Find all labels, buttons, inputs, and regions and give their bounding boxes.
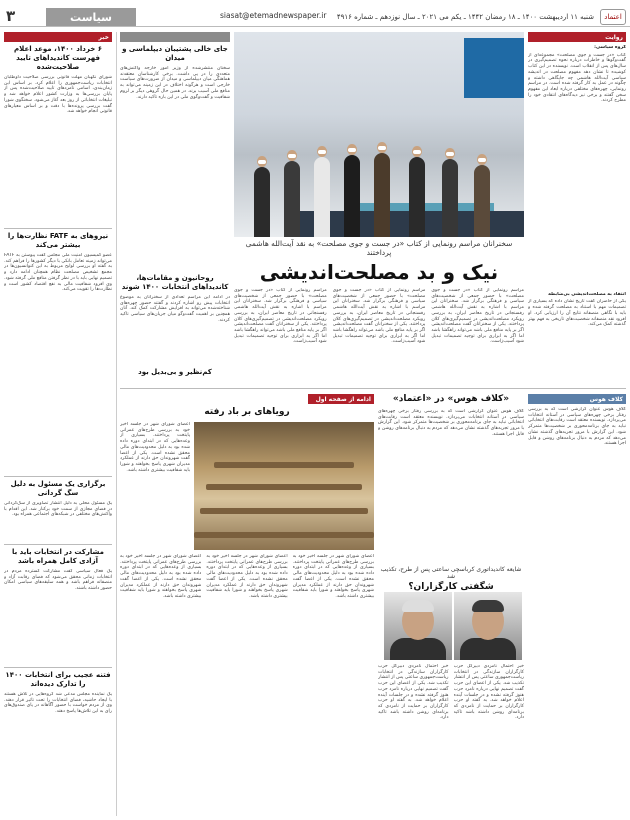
story-a-headline: «کلاف هوس» در «اعتماد» [392, 394, 510, 404]
column-story-kicker [120, 32, 230, 42]
left-story3-body: یک مسئول محلی به دلیل انتشار تصاویری از سگ‌گردانی در فضای مجازی از سمت خود برکنار شد. این اقدام با واکنش‌های مختلفی در شبکه‌های اجتماعی همراه بود. [4, 501, 112, 518]
right-body2: یکی از حاضران گفت تاریخ نشان داده که بسیاری از تصمیمات مهم با استناد به مصلحت گرفته شده و باید با نگاهی منصفانه نتایج آن را ارزیابی کرد. او افزود نقد منصفانه شخصیت‌های تاریخی به فهم بهتر گذشته کمک می‌کند. [528, 299, 626, 328]
left-story2-headline: نیروهای به FATF نظارت‌ها را بیشتر می‌کند [7, 232, 109, 249]
column-divider-left [116, 32, 117, 816]
main-subtitle: سخنرانان مراسم رونمایی از کتاب «در جست و جوی مصلحت» به نقد آیت‌الله هاشمی پرداختند [245, 239, 513, 257]
side-body: در ادامه این مراسم تعدادی از سخنرانان به موضوع انتخابات پیش رو اشاره کردند و گفتند حضور چهره‌های شناخته‌شده می‌تواند به افزایش مشارکت کمک کند. آنان همچنین بر اهمیت گفت‌وگو میان جریان‌های سیاسی تاکید کردند. [120, 295, 230, 323]
story-b-side [120, 422, 190, 550]
newspaper-logo: اعتماد [600, 9, 626, 25]
council-photo [194, 422, 374, 550]
story-c-body-col2: خبر احتمال نامزدی دبیرکل حزب کارگزاران سازندگی در انتخابات ریاست‌جمهوری ساعتی پس از انتشار تکذیب شد. یکی از اعضای این حزب گفت تصمیم نهایی درباره نامزد حزب هنوز گرفته نشده و در جلسات آینده اعلام خواهد شد. به گفته او حزب کارگزاران بر حمایت از نامزدی که برنامه‌ای روشن داشته باشد تاکید دارد. [378, 664, 449, 721]
left-story1-headline: ۶ خرداد ۱۴۰۰، موعد اعلام فهرست کاندیداهای تایید صلاحیت‌شده [14, 45, 102, 71]
story-c-headline: شگفتی کارگزاران؟ [408, 582, 494, 592]
ceremony-photo [234, 32, 524, 237]
left-story2-body: عضو کمیسیون امنیت ملی مجلس گفت پیوستن به FATF می‌تواند زمینه تعامل بانکی با دیگر کشورها را فراهم کند. به گفته او بررسی لوایح مربوط به این کنوانسیون‌ها در مجمع تشخیص مصلحت نظام همچنان ادامه دارد و تصمیم نهایی باید با در نظر گرفتن منافع ملی گرفته شود. وی افزود شفافیت مالی به نفع اقتصاد کشور است و نظارت‌ها را تقویت می‌کند. [4, 253, 112, 293]
main-body-col3: مراسم رونمایی از کتاب «در جست و جوی مصلحت» با حضور جمعی از شخصیت‌های سیاسی و فرهنگی برگزار شد. سخنرانان این مراسم با اشاره به نقش آیت‌الله هاشمی رفسنجانی در تاریخ معاصر ایران، به بررسی رویکرد مصلحت‌اندیشی در تصمیم‌گیری‌های کلان پرداختند. یکی از سخنرانان گفت مصلحت‌اندیشی اگر بر پایه منافع ملی باشد می‌تواند راهگشا باشد اما اگر به ابزاری برای توجیه تصمیمات تبدیل شود آسیب‌زاست. [233, 288, 327, 345]
main-body-col1: مراسم رونمایی از کتاب «در جست و جوی مصلحت» با حضور جمعی از شخصیت‌های سیاسی و فرهنگی برگزار شد. سخنرانان این مراسم با اشاره به نقش آیت‌الله هاشمی رفسنجانی در تاریخ معاصر ایران، به بررسی رویکرد مصلحت‌اندیشی در تصمیم‌گیری‌های کلان پرداختند. یکی از سخنرانان گفت مصلحت‌اندیشی اگر بر پایه منافع ملی باشد می‌تواند راهگشا باشد اما اگر به ابزاری برای توجیه تصمیمات تبدیل شود آسیب‌زاست. [431, 288, 524, 345]
side-box [120, 274, 230, 384]
person [314, 157, 330, 237]
analysis-kicker: کلاف هوس [528, 394, 626, 404]
story-c-body [378, 664, 524, 816]
main-story-body [234, 288, 524, 382]
header-email[interactable]: siasat@etemadnewspaper.ir [220, 11, 327, 20]
story-b-header [120, 394, 374, 420]
story-b-body-col3: اعضای شورای شهر در جلسه اخیر خود به بررسی طرح‌های عمرانی پایتخت پرداختند. بسیاری از وعده‌هایی که در ابتدای دوره داده شده بود به دلیل محدودیت‌های مالی محقق نشده است. یکی از اعضا گفت شهروندان حق دارند از عملکرد مدیران شهری پاسخ بخواهند و شورا باید شفافیت بیشتری داشته باشد. [120, 554, 202, 599]
side-headline2: کم‌نظیر و بی‌بدیل بود [138, 368, 212, 376]
person [254, 167, 270, 237]
analysis-column [528, 394, 626, 816]
person [442, 159, 458, 237]
hall-row [194, 532, 374, 538]
left-story3-headline: برگزاری یک مسئول به دلیل سگ گردانی [10, 480, 106, 497]
right-subhead: انتقاد به مصلحت‌اندیشی بی‌ضابطه [548, 291, 626, 297]
page-header [0, 8, 630, 27]
page-number: ۳ [6, 7, 16, 25]
story-b-side-body: اعضای شورای شهر در جلسه اخیر خود به بررسی طرح‌های عمرانی پایتخت پرداختند. بسیاری از وعده‌هایی که در ابتدای دوره داده شده بود به دلیل محدودیت‌های مالی محقق نشده است. یکی از اعضا گفت شهروندان حق دارند از عملکرد مدیران شهری پاسخ بخواهند و شورا باید شفافیت بیشتری داشته باشد. [120, 422, 190, 473]
story-c-body-col1: خبر احتمال نامزدی دبیرکل حزب کارگزاران سازندگی در انتخابات ریاست‌جمهوری ساعتی پس از انتشار تکذیب شد. یکی از اعضای این حزب گفت تصمیم نهایی درباره نامزد حزب هنوز گرفته نشده و در جلسات آینده اعلام خواهد شد. به گفته او حزب کارگزاران بر حمایت از نامزدی که برنامه‌ای روشن داشته باشد تاکید دارد. [453, 664, 524, 721]
hall-row [200, 508, 368, 514]
left-story1-body: شورای نگهبان مهلت قانونی بررسی صلاحیت داوطلبان انتخابات ریاست‌جمهوری را اعلام کرد. بر اساس این زمان‌بندی، اسامی نامزدهای تایید صلاحیت‌شده پس از پایان بررسی‌ها به وزارت کشور اعلام خواهد شد و تبلیغات انتخاباتی از روز بعد آغاز می‌شود. سخنگوی شورا گفت بررسی پرونده‌ها با دقت و بر اساس معیارهای قانونی انجام خواهد شد. [4, 75, 112, 115]
right-title: گروه سیاسی: [594, 45, 626, 50]
story-b-body-col1: اعضای شورای شهر در جلسه اخیر خود به بررسی طرح‌های عمرانی پایتخت پرداختند. بسیاری از وعده‌هایی که در ابتدای دوره داده شده بود به دلیل محدودیت‌های مالی محقق نشده است. یکی از اعضا گفت شهروندان حق دارند از عملکرد مدیران شهری پاسخ بخواهند و شورا باید شفافیت بیشتری داشته باشد. [292, 554, 374, 599]
headshot-left [384, 592, 452, 660]
right-body: کتاب «در جست و جوی مصلحت» مجموعه‌ای از گفت‌وگوها و خاطرات درباره نحوه تصمیم‌گیری در سال‌های پس از انقلاب است. نویسنده در این کتاب کوشیده تا نشان دهد مفهوم مصلحت در اندیشه سیاسی آیت‌الله هاشمی چه جایگاهی داشته و چگونه در عمل به کار گرفته شده است. در مراسم رونمایی، چهره‌های مختلفی درباره ابعاد این مفهوم سخن گفتند و برخی نیز دیدگاه‌های انتقادی خود را مطرح کردند. [528, 52, 626, 104]
main-body-col2: مراسم رونمایی از کتاب «در جست و جوی مصلحت» با حضور جمعی از شخصیت‌های سیاسی و فرهنگی برگزار شد. سخنرانان این مراسم با اشاره به نقش آیت‌الله هاشمی رفسنجانی در تاریخ معاصر ایران، به بررسی رویکرد مصلحت‌اندیشی در تصمیم‌گیری‌های کلان پرداختند. یکی از سخنرانان گفت مصلحت‌اندیشی اگر بر پایه منافع ملی باشد می‌تواند راهگشا باشد اما اگر به ابزاری برای توجیه تصمیمات تبدیل شود آسیب‌زاست. [332, 288, 426, 345]
right-column [528, 32, 626, 432]
headshot-right [454, 592, 522, 660]
story-b-body-col2: اعضای شورای شهر در جلسه اخیر خود به بررسی طرح‌های عمرانی پایتخت پرداختند. بسیاری از وعده‌هایی که در ابتدای دوره داده شده بود به دلیل محدودیت‌های مالی محقق نشده است. یکی از اعضا گفت شهروندان حق دارند از عملکرد مدیران شهری پاسخ بخواهند و شورا باید شفافیت بیشتری داشته باشد. [206, 554, 288, 599]
side-headline: روحانیون و مقامات‌ها، کاندیداهای انتخابات ۱۴۰۰ شوند [121, 274, 229, 291]
ceremony-banner [464, 38, 524, 98]
hall-row [206, 484, 362, 490]
story-a-body: کلاف هوس عنوان گزارشی است که به بررسی رفتار برخی چهره‌های سیاسی در آستانه انتخابات می‌پردازد. نویسنده معتقد است رقابت‌های انتخاباتی نباید به جای برنامه‌محوری بر شخصیت‌ها متمرکز شود. این گزارش با مرور تجربه‌های گذشته نشان می‌دهد که مردم به دنبال برنامه‌های روشن و قابل اجرا هستند. [378, 409, 524, 437]
person [409, 157, 425, 237]
hall-row [214, 462, 354, 468]
person [474, 165, 490, 237]
column-story-headline: جای خالی پشتیبان دیپلماسی و میدان [122, 45, 228, 62]
commentary-kicker: ادامه از صفحه اول [308, 394, 374, 404]
story-b-headline: رویاهای بر باد رفته [204, 407, 290, 417]
section-tab: سیاست [46, 8, 136, 26]
column-story-body: سخنان منتشرشده از وزیر امور خارجه واکنش‌های متعددی را در پی داشت. برخی کارشناسان معتقدند هماهنگی میان دیپلماسی و میدان از ضرورت‌های سیاست خارجی است و هرگونه اختلاف در این زمینه می‌تواند به منافع ملی آسیب بزند. در همین حال گروهی دیگر بر لزوم شفافیت و گفت‌وگوی ملی در این باره تاکید دارند. [120, 66, 230, 100]
right-kicker: روایت [528, 32, 626, 42]
left-kicker: خبر [4, 32, 112, 42]
analysis-body: کلاف هوس عنوان گزارشی است که به بررسی رفتار برخی چهره‌های سیاسی در آستانه انتخابات می‌پردازد. نویسنده معتقد است رقابت‌های انتخاباتی نباید به جای برنامه‌محوری بر شخصیت‌ها متمرکز شود. این گزارش با مرور تجربه‌های گذشته نشان می‌دهد که مردم به دنبال برنامه‌های روشن و قابل اجرا هستند. [528, 407, 626, 447]
person [374, 153, 390, 237]
header-right [337, 8, 626, 26]
left-column [4, 32, 112, 816]
main-headline-block [234, 239, 524, 283]
left-story4-headline: مشارکت در انتخابات باید با آزادی کامل همراه باشد [11, 548, 104, 565]
left-story5-body: یک نماینده مجلس مدعی شد گروه‌هایی در تلاش هستند با ایجاد حاشیه، فضای انتخابات را تحت تاثیر قرار دهند. وی از مردم خواست با حضور آگاهانه در پای صندوق‌های رای به این تلاش‌ها پاسخ دهند. [4, 692, 112, 715]
bottom-rule [120, 388, 626, 389]
header-date: شنبه ۱۱ اردیبهشت ۱۴۰۰ ـ ۱۸ رمضان ۱۴۴۲ ـ یکم می ۲۰۲۱ ـ سال نوزدهم ـ شماره ۴۹۱۶ [336, 13, 594, 21]
column-story [120, 32, 230, 270]
left-story4-body: یک فعال سیاسی گفت مشارکت گسترده مردم در انتخابات زمانی محقق می‌شود که فضای رقابت آزاد و منصفانه فراهم باشد و همه سلیقه‌های سیاسی امکان حضور داشته باشند. [4, 569, 112, 592]
story-a [378, 394, 524, 564]
story-c-kicker: شایعه کاندیداتوری کرباسچی ساعتی پس از طرح، تکذیب شد [380, 566, 522, 580]
story-b-body [120, 554, 374, 816]
left-story5-headline: فتنه عجیب برای انتخابات ۱۴۰۰ را تدارک دیده‌اند [5, 671, 111, 688]
person [344, 155, 360, 237]
person [284, 161, 300, 237]
main-headline: نیک و بد مصلحت‌اندیشی [259, 260, 499, 284]
